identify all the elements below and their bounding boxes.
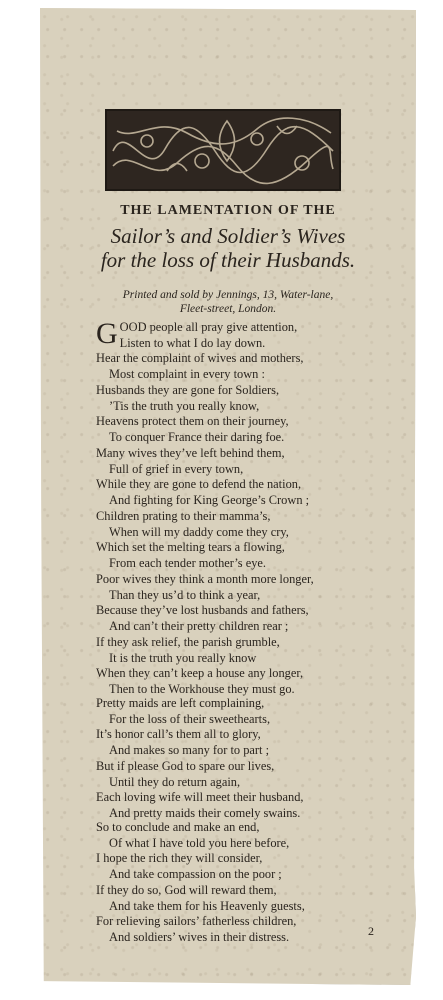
verse-line: Pretty maids are left complaining, [96, 696, 265, 710]
verse-line: While they are gone to defend the nation, [96, 477, 302, 492]
stanza-4 [96, 696, 396, 822]
verse-line: I hope the rich they will consider, [96, 851, 263, 866]
verse-line: It is the truth you really know [109, 650, 257, 665]
verse-line: Full of grief in every town, [109, 461, 244, 476]
stanza-1 [96, 317, 396, 446]
verse-line: It’s honor call’s them all to glory, [96, 727, 261, 742]
verse-line: Poor wives they think a month more longer, [96, 572, 314, 586]
verse-line: So to conclude and make an end, [96, 820, 260, 834]
verse-line: Of what I have told you here before, [109, 835, 290, 850]
verse-line: Children prating to their mamma’s, [96, 508, 271, 523]
verse-line: But if please God to spare our lives, [96, 758, 275, 773]
verse-line: Hear the complaint of wives and mothers, [96, 351, 304, 366]
verse-line: And take them for his Heavenly guests, [109, 898, 305, 913]
verse-line: And makes so many for to part ; [109, 743, 270, 758]
verse-line: For relieving sailors’ fatherless children, [96, 914, 297, 929]
verse-line: Most complaint in every town : [109, 367, 265, 382]
imprint-line-1: Printed and sold by Jennings, 13, Water-lane, [122, 289, 334, 301]
verse-line: And pretty maids their comely swains. [109, 805, 301, 820]
stanza-3 [96, 572, 396, 698]
signature-mark: 2 [368, 924, 374, 938]
verse-line: Each loving wife will meet their husband, [96, 790, 304, 805]
verse-line: When will my daddy come they cry, [109, 524, 289, 539]
verse-line: Listen to what I do lay down. [119, 335, 266, 350]
verse-line: And fighting for King George’s Crown ; [109, 493, 310, 508]
title-line-1: THE LAMENTATION OF THE [120, 203, 336, 218]
drop-cap: G [96, 317, 118, 350]
verse-line: And can’t their pretty children rear ; [109, 619, 289, 634]
imprint-line-2: Fleet-street, London. [179, 303, 277, 315]
verse-line: If they do so, God will reward them, [96, 882, 277, 897]
verse-line: Then to the Workhouse they must go. [109, 681, 295, 696]
stanza-5 [96, 820, 396, 946]
ornamental-woodcut-header [105, 109, 341, 191]
verse-line: If they ask relief, the parish grumble, [96, 634, 280, 649]
verse-line: Until they do return again, [109, 774, 241, 789]
verse-line: Which set the melting tears a flowing, [96, 540, 285, 555]
verse-line: And take compassion on the poor ; [109, 867, 282, 882]
verse-line: And soldiers’ wives in their distress. [109, 929, 290, 944]
stanza-2 [96, 446, 396, 572]
title-line-3: for the loss of their Husbands. [100, 248, 356, 272]
title-line-2: Sailor’s and Soldier’s Wives [110, 224, 346, 248]
verse-line: To conquer France their daring foe. [109, 429, 285, 444]
imprint [40, 288, 416, 316]
verse-line: For the loss of their sweethearts, [109, 711, 271, 726]
verse-line: Many wives they’ve left behind them, [96, 446, 285, 460]
verse-line: GOOD people all pray give attention, [96, 317, 298, 350]
verse-line: Than they us’d to think a year, [109, 587, 261, 602]
verse-line: ’Tis the truth you really know, [109, 398, 260, 413]
verse-line: From each tender mother’s eye. [109, 555, 267, 570]
verse-line: Husbands they are gone for Soldiers, [96, 382, 280, 397]
verse-line: Heavens protect them on their journey, [96, 414, 289, 429]
verse-line: When they can’t keep a house any longer, [96, 666, 304, 681]
verse-line: Because they’ve lost husbands and fathers, [96, 603, 309, 618]
